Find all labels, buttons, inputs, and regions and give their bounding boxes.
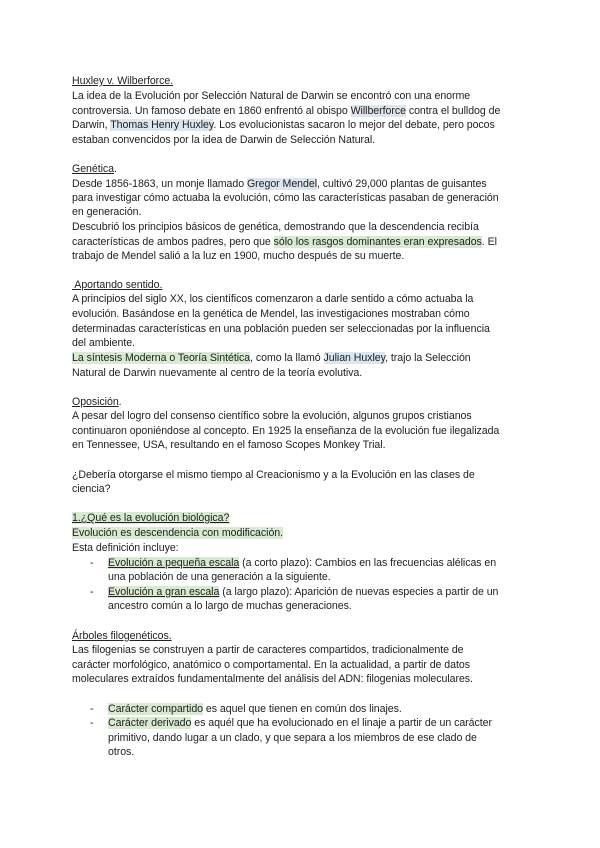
bullet-item: Evolución a gran escala (a largo plazo): Aparición de nuevas especies a partir de un xyxy=(108,586,499,598)
paragraph-line: La idea de la Evolución por Selección Natural de Darwin se encontró con una enorme xyxy=(72,90,471,102)
highlight-pequena-escala: Evolución a pequeña escala xyxy=(108,557,240,569)
bullet-item-cont: ancestro común a lo largo de muchas generaciones. xyxy=(108,600,352,612)
section-heading-arboles: Árboles filogenéticos. xyxy=(72,630,172,642)
section-heading-genetica: Genética. xyxy=(72,163,117,175)
paragraph-line: para investigar cómo actuaba la evolución, cómo las características pasaban de generación xyxy=(72,192,499,204)
section-heading-oposicion: Oposición. xyxy=(72,396,122,408)
paragraph-line: en generación. xyxy=(72,206,142,218)
highlight-gran-escala: Evolución a gran escala xyxy=(108,586,220,598)
paragraph-line: del ambiente. xyxy=(72,337,135,349)
highlight-rasgos-dominantes: sólo los rasgos dominantes eran expresados xyxy=(273,236,482,248)
section-heading-aportando: Aportando sentido. xyxy=(72,279,163,291)
section-heading-evolucion: 1.¿Qué es la evolución biológica? xyxy=(72,512,230,524)
bullet-item-cont: primitivo, dando lugar a un clado, y que separa a los miembros de ese clado de xyxy=(108,732,477,744)
highlight-julian-huxley: Julian Huxley xyxy=(323,352,386,364)
question-line: ciencia? xyxy=(72,483,111,495)
paragraph-line: Desde 1856-1863, un monje llamado Gregor Mendel, cultivó 29,000 plantas de guisantes xyxy=(72,178,487,190)
highlight-caracter-compartido: Carácter compartido xyxy=(108,703,204,715)
highlight-willberforce: Willberforce xyxy=(350,105,406,117)
bullet-item-cont: una población de una generación a la siguiente. xyxy=(108,571,331,583)
question-line: ¿Debería otorgarse el mismo tiempo al Creacionismo y a la Evolución en las clases de xyxy=(72,469,475,481)
paragraph-line: estaban convencidos por la idea de Darwin de Selección Natural. xyxy=(72,134,376,146)
paragraph-line: determinadas características en una población pueden ser seleccionadas por la influencia xyxy=(72,323,490,335)
paragraph-line: La síntesis Moderna o Teoría Sintética, como la llamó Julian Huxley, trajo la Selección xyxy=(72,352,471,364)
paragraph-line: Esta definición incluye: xyxy=(72,542,179,554)
bullet-item-cont: otros. xyxy=(108,746,135,758)
paragraph-line: Descubrió los principios básicos de genética, demostrando que la descendencia recibía xyxy=(72,221,479,233)
highlight-thomas-henry-huxley: Thomas Henry Huxley xyxy=(110,119,214,131)
bullet-dash: - xyxy=(90,717,94,729)
paragraph-line: en Tennessee, USA, resultando en el famoso Scopes Monkey Trial. xyxy=(72,439,386,451)
paragraph-line: A principios del siglo XX, los científicos comenzaron a darle sentido a cómo actuaba la xyxy=(72,293,474,305)
paragraph-line: trabajo de Mendel salió a la luz en 1900, mucho después de su muerte. xyxy=(72,250,405,262)
bullet-item: Evolución a pequeña escala (a corto plazo): Cambios en las frecuencias alélicas en xyxy=(108,557,497,569)
bullet-item: Carácter derivado es aquél que ha evolucionado en el linaje a partir de un carácter xyxy=(108,717,492,729)
paragraph-line: A pesar del logro del consenso científico sobre la evolución, algunos grupos cristianos xyxy=(72,410,472,422)
paragraph-line: moleculares extraídos fundamentalmente del análisis del ADN: filogenias moleculares. xyxy=(72,673,473,685)
paragraph-line: continuaron oponiéndose al concepto. En 1925 la enseñanza de la evolución fue ilegalizada xyxy=(72,425,500,437)
bullet-dash: - xyxy=(90,557,94,569)
paragraph-line: Darwin, Thomas Henry Huxley. Los evolucionistas sacaron lo mejor del debate, pero pocos xyxy=(72,119,495,131)
paragraph-line: Las filogenias se construyen a partir de caracteres compartidos, tradicionalmente de xyxy=(72,644,464,656)
definition-line xyxy=(72,526,283,540)
highlight-definition: Evolución es descendencia con modificación. xyxy=(72,527,284,539)
paragraph-line: características de ambos padres, pero que sólo los rasgos dominantes eran expresados. El xyxy=(72,236,497,248)
highlight-gregor-mendel: Gregor Mendel xyxy=(246,178,317,190)
paragraph-line: evolución. Basándose en la genética de Mendel, las investigaciones mostraban cómo xyxy=(72,308,470,320)
paragraph-line: carácter morfológico, anatómico o comportamental. En la actualidad, a partir de datos xyxy=(72,659,470,671)
highlight-sintesis-moderna: La síntesis Moderna o Teoría Sintética xyxy=(72,352,251,364)
bullet-dash: - xyxy=(90,586,94,598)
bullet-item: Carácter compartido es aquel que tienen en común dos linajes. xyxy=(108,703,402,715)
bullet-dash: - xyxy=(90,703,94,715)
highlight-caracter-derivado: Carácter derivado xyxy=(108,717,192,729)
section-heading-huxley: Huxley v. Wilberforce. xyxy=(72,75,174,87)
paragraph-line: controversia. Un famoso debate en 1860 enfrentó al obispo Willberforce contra el bulldog de xyxy=(72,105,501,117)
paragraph-line: Natural de Darwin nuevamente al centro de la teoría evolutiva. xyxy=(72,367,363,379)
